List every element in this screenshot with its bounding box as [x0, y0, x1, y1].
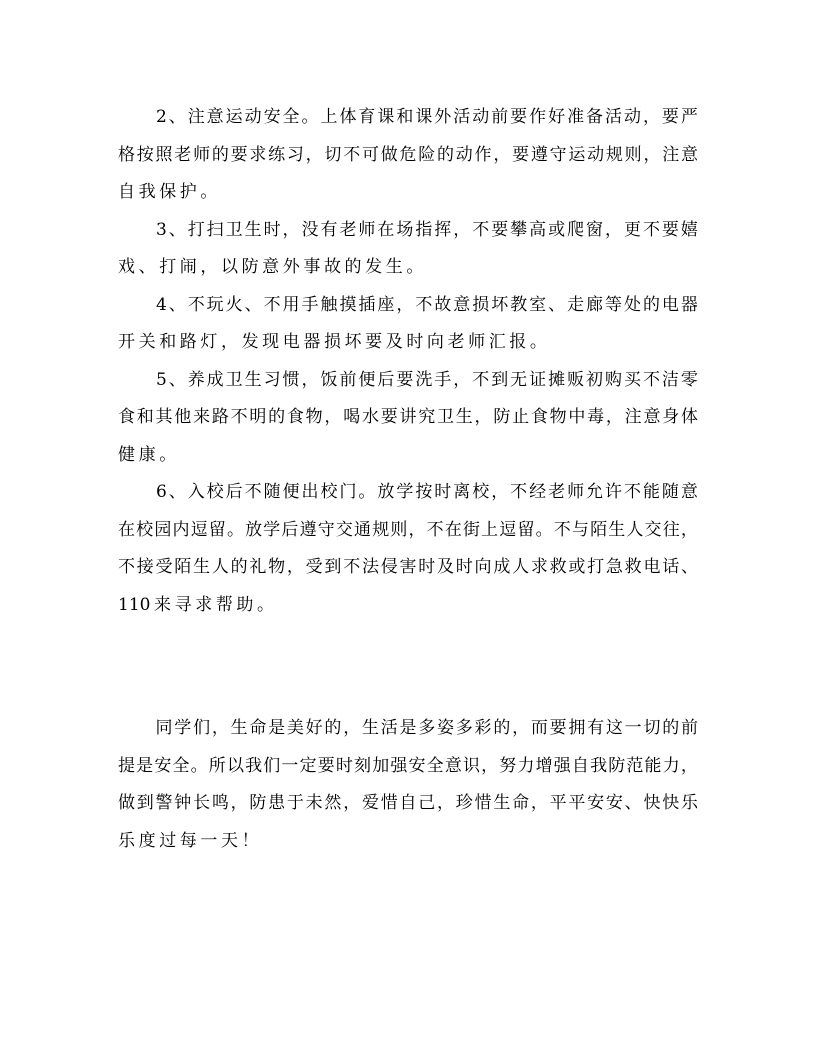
text-line: 110 来 寻 求 帮 助 。 — [118, 594, 275, 615]
text-line: 在 校 园 内 逗 留 。 放 学 后 遵 守 交 通 规 则 ， 不 在 街 上 逗 留 。 不 与 陌 生 人 交 往 ， — [118, 519, 698, 540]
text-line: 乐 度 过 每 一 天 ！ — [118, 830, 259, 851]
text-line: 格 按 照 老 师 的 要 求 练 习 ， 切 不 可 做 危 险 的 动 作 ， 要 遵 守 运 动 规 则 ， 注 意 — [118, 144, 698, 165]
paragraph-item-2 — [118, 99, 698, 212]
text-line: 食 和 其 他 来 路 不 明 的 食 物 ， 喝 水 要 讲 究 卫 生 ， 防 止 食 物 中 毒 ， 注 意 身 体 — [118, 407, 698, 427]
text-line: 不 接 受 陌 生 人 的 礼 物 ， 受 到 不 法 侵 害 时 及 时 向 成 人 求 救 或 打 急 救 电 话 、 — [118, 557, 698, 577]
text-line: 戏 、 打 闹 ， 以 防 意 外 事 故 的 发 生 。 — [118, 257, 424, 277]
paragraph-item-5 — [118, 362, 698, 475]
text-line: 6 、 入 校 后 不 随 便 出 校 门 。 放 学 按 时 离 校 ， 不 经 老 师 允 许 不 能 随 意 — [155, 482, 698, 502]
text-line: 同 学 们 ， 生 命 是 美 好 的 ， 生 活 是 多 姿 多 彩 的 ， 而 要 拥 有 这 一 切 的 前 — [155, 718, 698, 738]
text-line: 自 我 保 护 。 — [118, 182, 218, 202]
paragraph-item-3 — [118, 212, 698, 287]
text-line: 做 到 警 钟 长 鸣 ， 防 患 于 未 然 ， 爱 惜 自 己 ， 珍 惜 生 命 ， 平 平 安 安 、 快 快 乐 — [118, 793, 698, 813]
paragraph-item-4 — [118, 287, 698, 362]
text-line: 健 康 。 — [118, 444, 177, 465]
text-line: 开 关 和 路 灯 ， 发 现 电 器 损 坏 要 及 时 向 老 师 汇 报 。 — [118, 332, 547, 352]
paragraph-closing — [118, 710, 698, 860]
text-line: 提 是 安 全 。 所 以 我 们 一 定 要 时 刻 加 强 安 全 意 识 ， 努 力 增 强 自 我 防 范 能 力 ， — [118, 755, 698, 776]
text-line: 5 、 养 成 卫 生 习 惯 ， 饭 前 便 后 要 洗 手 ， 不 到 无 证 摊 贩 初 购 买 不 洁 零 — [155, 369, 698, 390]
text-line: 3 、 打 扫 卫 生 时 ， 没 有 老 师 在 场 指 挥 ， 不 要 攀 高 或 爬 窗 ， 更 不 要 嬉 — [155, 219, 698, 240]
text-line: 4 、 不 玩 火 、 不 用 手 触 摸 插 座 ， 不 故 意 损 坏 教 室 、 走 廊 等 处 的 电 器 — [155, 294, 698, 315]
paragraph-item-6 — [118, 474, 698, 624]
text-line: 2 、 注 意 运 动 安 全 。 上 体 育 课 和 课 外 活 动 前 要 作 好 准 备 活 动 ， 要 严 — [155, 107, 698, 127]
paragraph-spacer — [118, 624, 698, 710]
document-body — [118, 99, 698, 860]
